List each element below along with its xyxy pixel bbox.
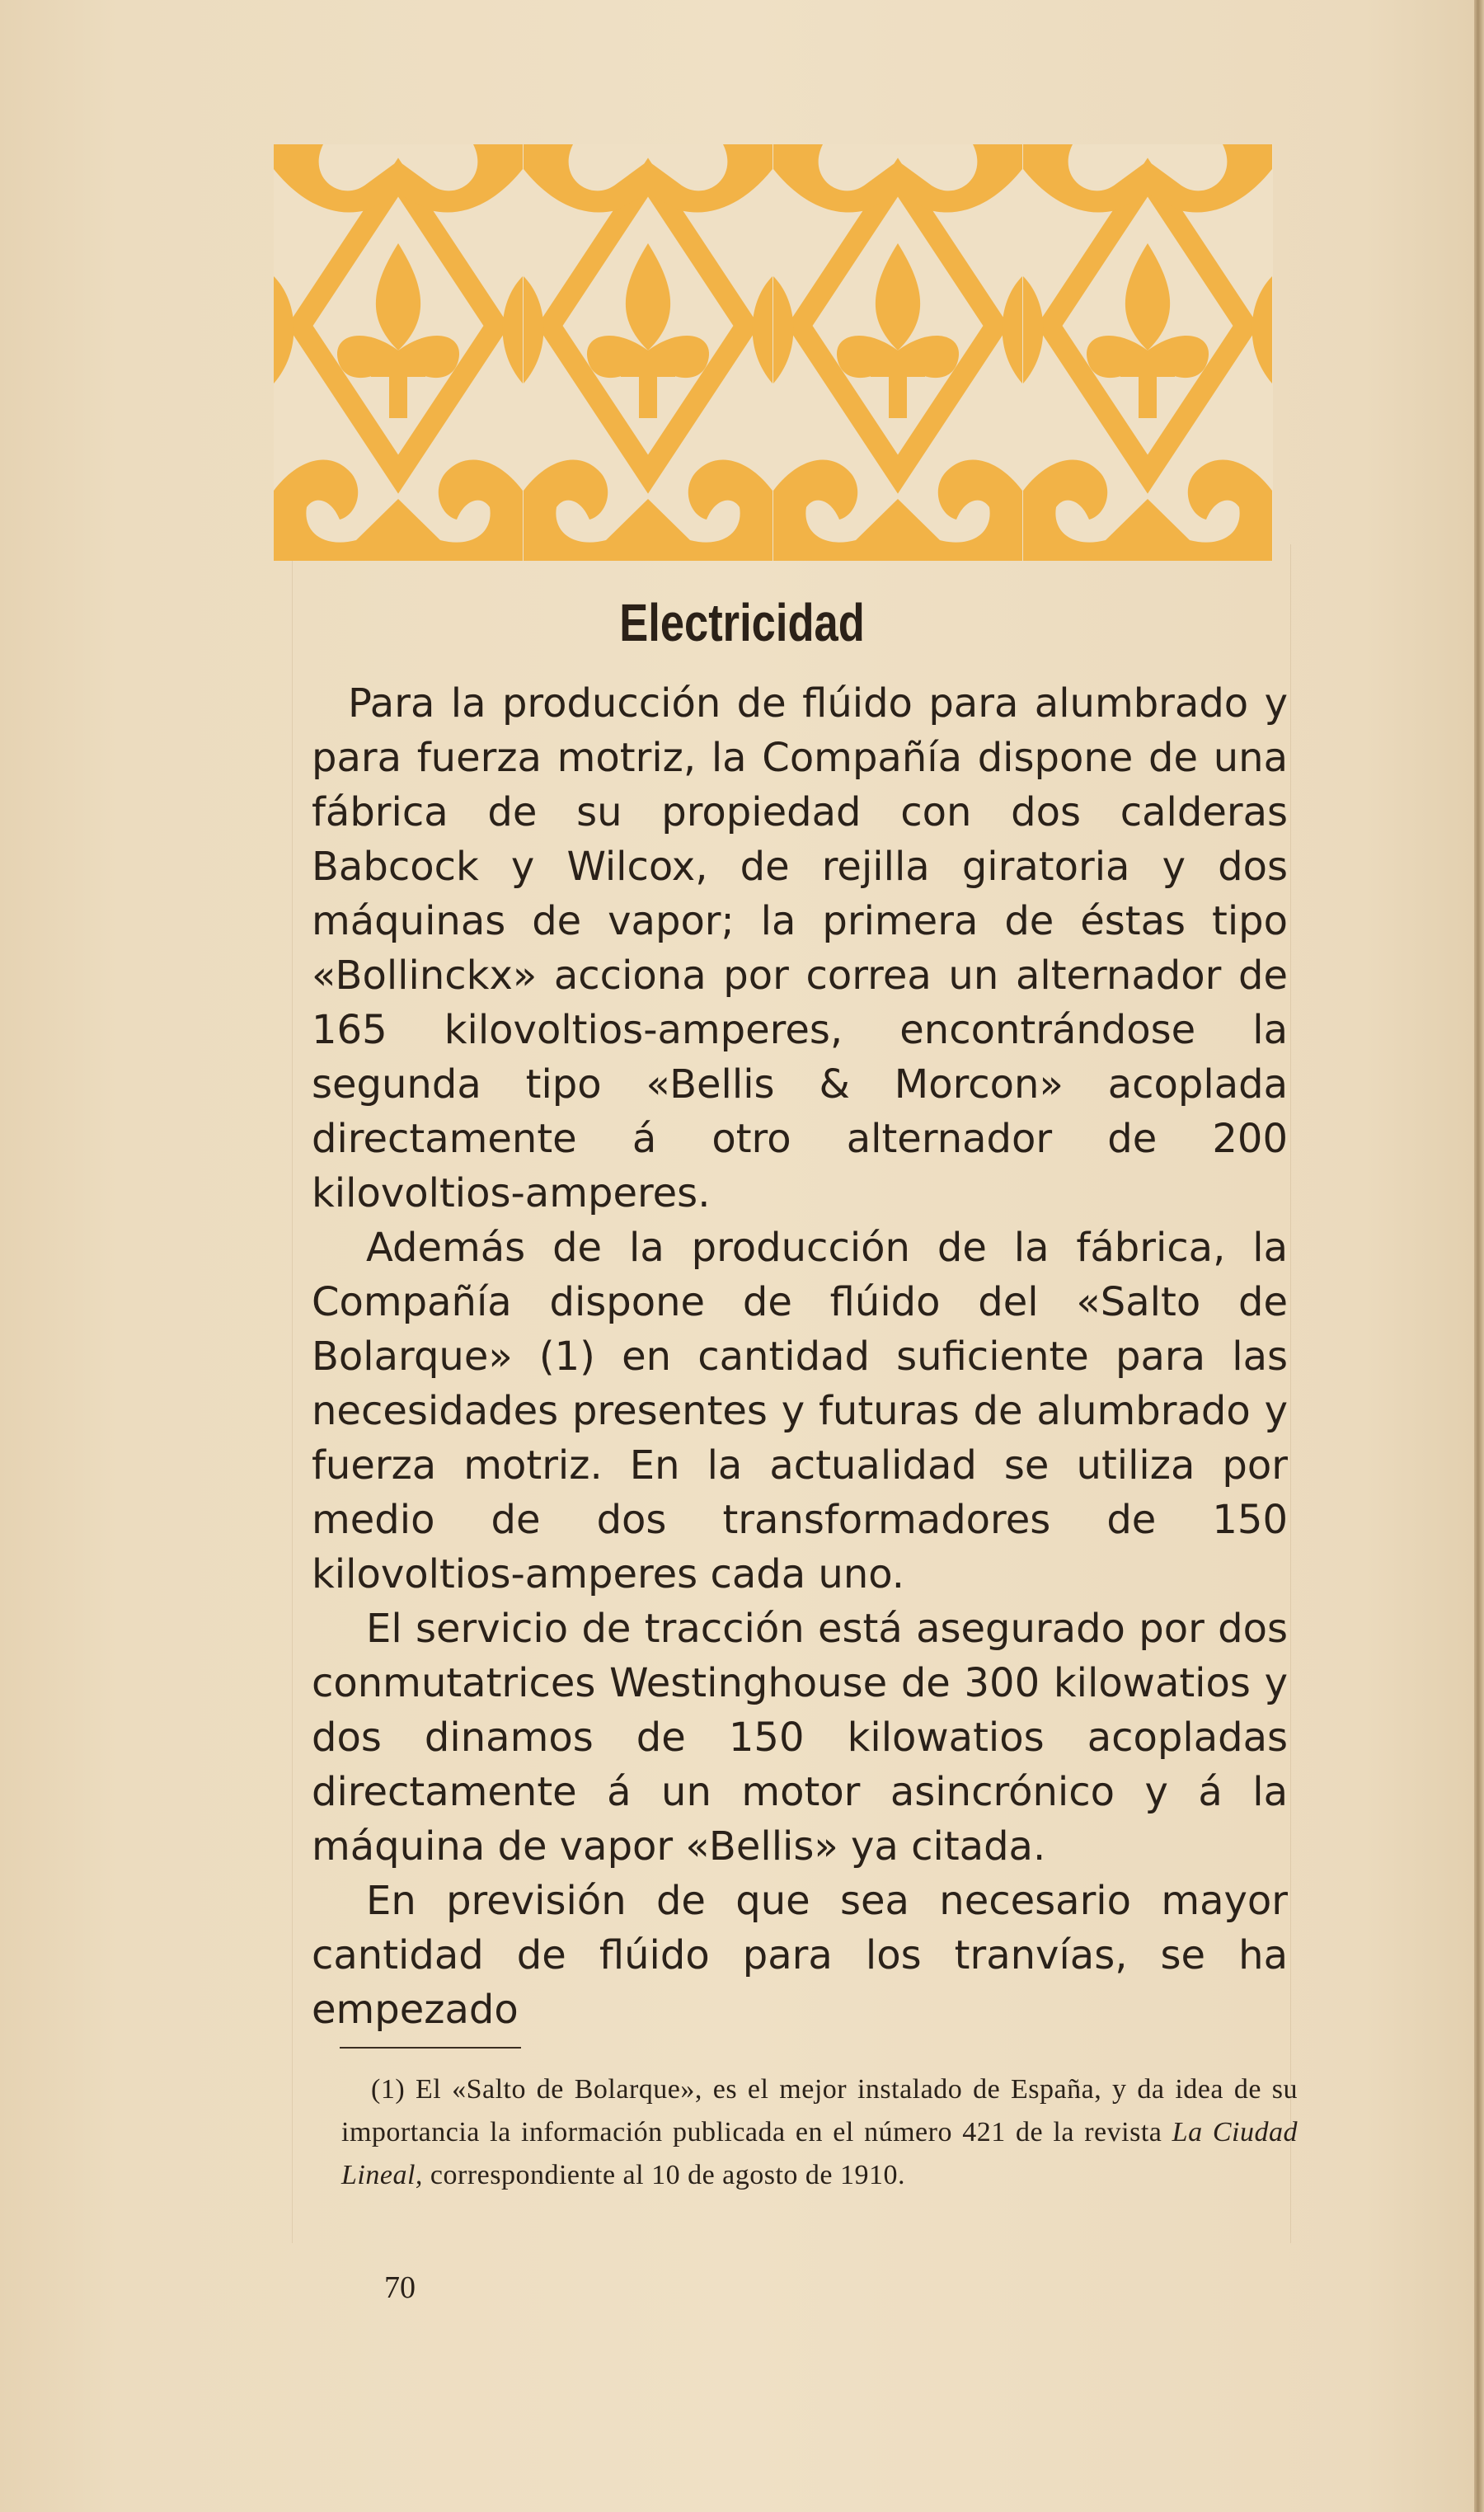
page-number: 70 [384,2270,416,2305]
page-binding-edge [1474,0,1484,2512]
footnote-text-after: correspondiente al 10 de agosto de 1910. [422,2160,906,2190]
section-heading: Electricidad [619,593,865,652]
body-text [312,676,1288,2037]
paragraph-4: En previsión de que sea necesario mayor cantidad de flúido para los tranvías, se ha empezado [312,1878,1288,2033]
decorative-header-ornament [274,144,1273,561]
footnote-text-before: (1) El «Salto de Bolarque», es el mejor instalado de España, y da idea de su importancia la información publicada en el número 421 de la revista [341,2074,1298,2147]
footnote-journal-title: La Ciudad Lineal, [341,2117,1298,2190]
footnote [341,2068,1298,2197]
paragraph-2: Además de la producción de la fábrica, la Compañía dispone de flúido del «Salto de Bolarque» (1) en cantidad suficiente para las necesidades presentes y futuras de alumbrado y fuerza motriz. En la actualidad se utiliza por medio de dos transformadores de 150 kilovoltios-amperes cada uno. [312,1225,1288,1597]
footnote-separator [340,2047,521,2049]
paragraph-3: El servicio de tracción está asegurado por dos conmutatrices Westinghouse de 300 kilowatios y dos dinamos de 150 kilowatios acopladas directamente á un motor asincrónico y á la máquina de vapor «Bellis» ya citada. [312,1606,1288,1870]
paragraph-1: Para la producción de flúido para alumbrado y para fuerza motriz, la Compañía dispone de una fábrica de su propiedad con dos calderas Babcock y Wilcox, de rejilla giratoria y dos máquinas de vapor; la primera de éstas tipo «Bollinckx» acciona por correa un alternador de 165 kilovoltios-amperes, encontrándose la segunda tipo «Bellis & Morcon» acoplada directamente á otro alternador de 200 kilovoltios-amperes. [312,680,1288,1216]
